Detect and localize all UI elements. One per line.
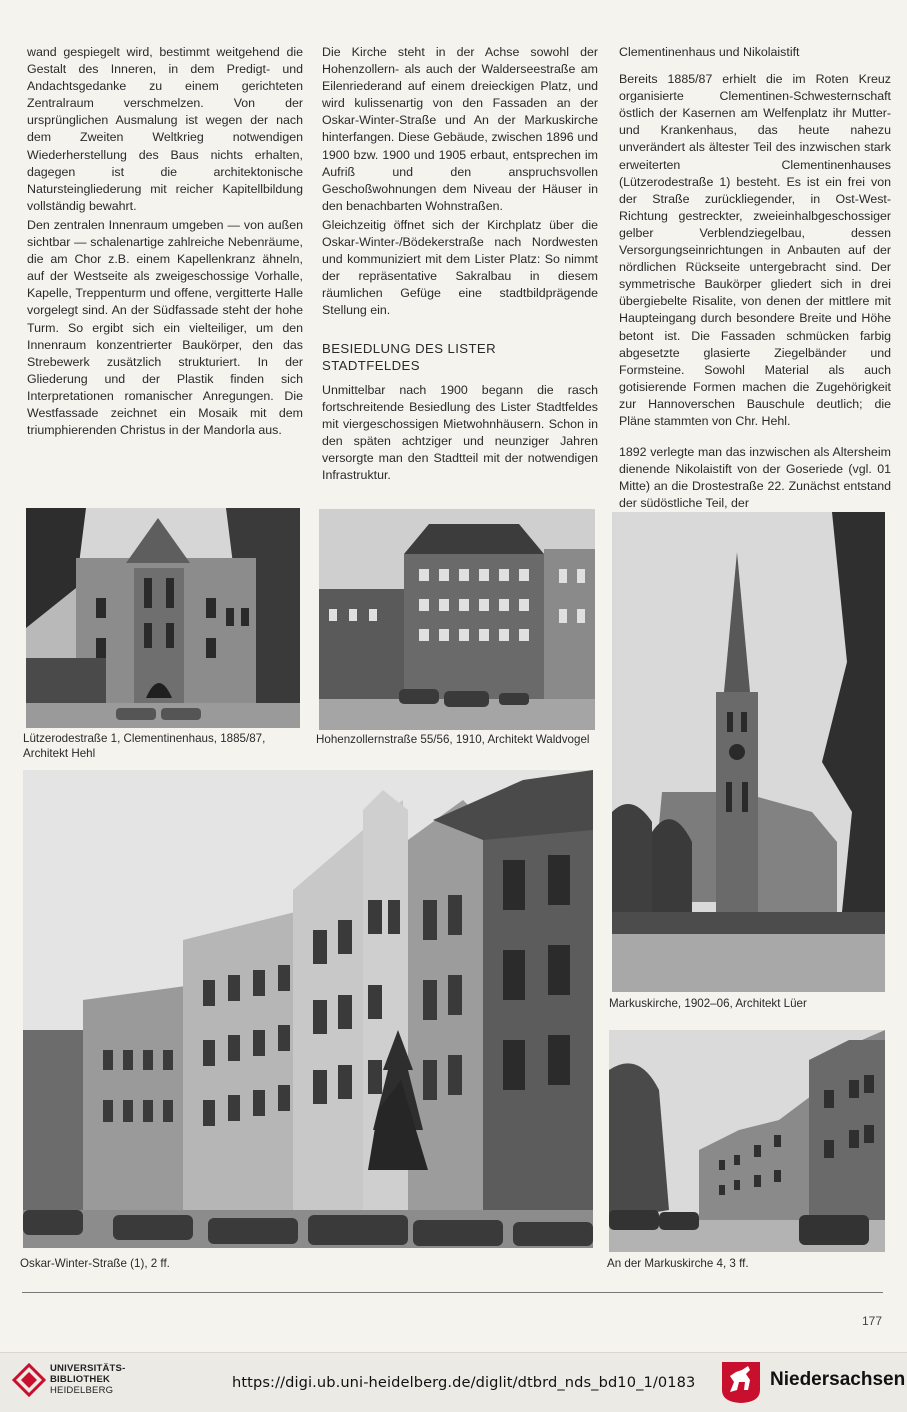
university-library-name[interactable] (50, 1363, 125, 1396)
library-name-line-2: BIBLIOTHEK (50, 1374, 111, 1385)
permalink-url[interactable]: https://digi.ub.uni-heidelberg.de/diglit/dtbrd_nds_bd10_1/0183 (232, 1374, 696, 1391)
text-column-1 (27, 44, 303, 441)
section-heading: BESIEDLUNG DES LISTER STADTFELDES (322, 340, 497, 373)
text-column-3 (619, 44, 891, 514)
photo-hohenzollernstrasse (319, 509, 595, 730)
text-column-2 (322, 44, 598, 486)
library-name-line-3: HEIDELBERG (50, 1385, 114, 1396)
caption-markuskirche: Markuskirche, 1902–06, Architekt Lüer (609, 997, 807, 1010)
photo-an-der-markuskirche (609, 1030, 885, 1252)
caption-oskar-winter-strasse: Oskar-Winter-Straße (1), 2 ff. (20, 1257, 170, 1270)
niedersachsen-label[interactable]: Niedersachsen (770, 1369, 906, 1390)
page-number: 177 (861, 1314, 882, 1328)
caption-clementinenhaus: Lützerodestraße 1, Clementinenhaus, 1885/87, Architekt Hehl (23, 732, 266, 760)
caption-an-der-markuskirche: An der Markuskirche 4, 3 ff. (607, 1257, 749, 1270)
column1-paragraph-2: Den zentralen Innenraum umgeben — von außen sichtbar — schalenartige zahlreiche Nebenräume, die am Chor z.B. einem Kapellenkranz ähneln, auf der Westseite als zweigeschossige Vorhalle, Kapelle, Treppenturm und offene, vergitterte Halle vorgelegt sind. An der Südfassade steht der hohe Turm. So ergibt sich ein vielteiliger, um den Innenraum konzentrierter Baukörper, den das Strebewerk zusätzlich strukturiert. In der Gliederung und der Plastik finden sich Interpretationen romanischer Anregungen. Die Westfassade zeichnet ein Mosaik mit dem triumphierenden Christus in der Mandorla aus. (27, 217, 303, 438)
niedersachsen-horse-icon[interactable] (720, 1360, 762, 1404)
column1-paragraph-1: wand gespiegelt wird, bestimmt weitgehend die Gestalt des Inneren, in dem Predigt- und Andachtsgedanke zu einem gerichteten Zentralraum verschmelzen. Von der ursprünglichen Ausmalung ist wegen der nach dem Zweiten Weltkrieg notwendigen Wiederherstellung des Baus nichts erhalten, dagegen ist die architektonische Natursteingliederung mit reicher Kapitellbildung vollständig bewahrt. (27, 45, 303, 213)
digitization-footer (0, 1352, 907, 1412)
page-footer-rule (22, 1292, 883, 1293)
university-library-logo-icon[interactable] (12, 1363, 46, 1397)
column3-paragraph-1: Bereits 1885/87 erhielt die im Roten Kreuz organisierte Clementinen-Schwesternschaft östlich der Kasernen am Welfenplatz ihr Mutter- und Krankenhaus, das heute nahezu unverändert als ältester Teil des inzwischen stark erweiterten Clementinenhauses (Lützerodestraße 1) besteht. Es ist ein frei von der Straße zurückliegender, in Ost-West-Richtung gestreckter, zweieinhalbgeschossiger gelber Verblendziegelbau, dessen Versorgungseinrichtungen in Anbauten auf der nördlichen Rückseite untergebracht sind. Der symmetrische Baukörper gliedert sich in drei übergiebelte Risalite, von denen der mittlere mit Haupteingang durch besondere Breite und Höhe betont ist. Die Fassaden schmücken farbig abgesetzte glasierte Ziegelbänder und Formsteine. Sowohl Material als auch gotisierende Formen machen die Zugehörigkeit zur Hannoverschen Bauschule deutlich; die Pläne stammten von Chr. Hehl. (619, 72, 891, 428)
column2-paragraph-2: Gleichzeitig öffnet sich der Kirchplatz über die Oskar-Winter-/Bödekerstraße nach Nordwesten und kommuniziert mit dem Lister Platz: So nimmt der repräsentative Sakralbau in diesem räumlichen Gefüge eine stadtbildprägende Stellung ein. (322, 217, 598, 318)
photo-oskar-winter-strasse (23, 770, 593, 1248)
library-name-line-1: UNIVERSITÄTS- (50, 1363, 126, 1374)
column2-paragraph-3: Unmittelbar nach 1900 begann die rasch fortschreitende Besiedlung des Lister Stadtfeldes mit viergeschossigen Mietwohnhäusern. Schon in den späten achtziger und neunziger Jahren versorgte man den Stadtteil mit der notwendigen Infrastruktur. (322, 382, 598, 482)
caption-hohenzollernstrasse: Hohenzollernstraße 55/56, 1910, Architekt Waldvogel (316, 733, 590, 746)
photo-markuskirche (612, 512, 885, 992)
photo-clementinenhaus (26, 508, 300, 728)
column3-paragraph-2: 1892 verlegte man das inzwischen als Altersheim dienende Nikolaistift von der Goseriede (vgl. 01 Mitte) an die Drostestraße 22. Zunächst entstand der südöstliche Teil, der (619, 445, 891, 511)
column2-paragraph-1: Die Kirche steht in der Achse sowohl der Hohenzollern- als auch der Walderseestraße am Eilenriederand auf einem dreieckigen Platz, und wird kulissenartig von den Fassaden an der Oskar-Winter-Straße und An der Markuskirche hinterfangen. Diese Gebäude, zwischen 1896 und 1900 bzw. 1900 und 1905 erbaut, entsprechen im Aufriß und den anspruchsvollen Geschoßwohnungen dem Niveau der Häuser in den benachbarten Wohnstraßen. (322, 45, 598, 213)
section-subheading: Clementinenhaus und Nikolaistift (619, 45, 800, 59)
